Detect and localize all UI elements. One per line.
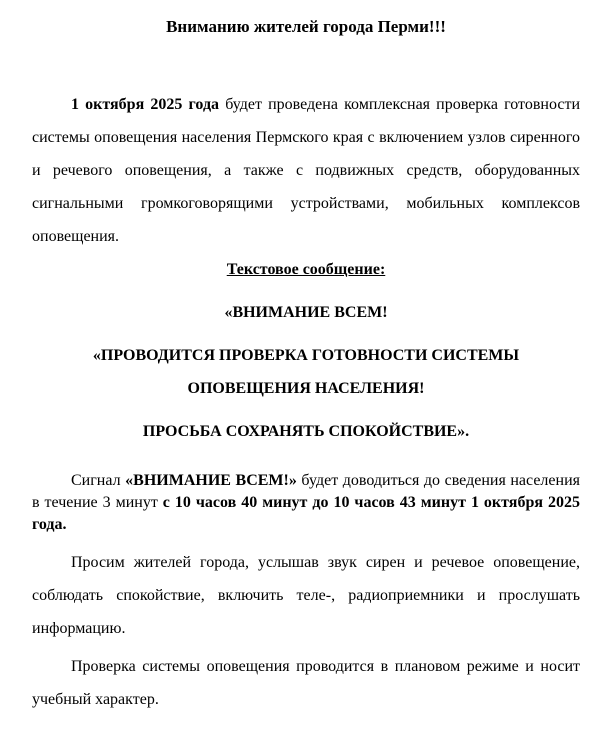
signal-lead: Сигнал bbox=[71, 472, 126, 489]
intro-date-bold: 1 октября 2025 года bbox=[71, 96, 226, 113]
alert-line-test-notice: «ПРОВОДИТСЯ ПРОВЕРКА ГОТОВНОСТИ СИСТЕМЫ ОПОВЕЩЕНИЯ НАСЕЛЕНИЯ! bbox=[92, 347, 520, 397]
alert-line-attention: «ВНИМАНИЕ ВСЕМ! bbox=[224, 304, 388, 321]
alert-line-stay-calm: ПРОСЬБА СОХРАНЯТЬ СПОКОЙСТВИЕ». bbox=[142, 423, 470, 440]
signal-paragraph bbox=[32, 470, 580, 536]
message-heading bbox=[32, 253, 580, 286]
closing-paragraph: Проверка системы оповещения проводится в плановом режиме и носит учебный характер. bbox=[32, 658, 580, 708]
signal-time-bold: с 10 часов 40 минут до 10 часов 43 минут 1 октября 2025 года. bbox=[32, 494, 580, 533]
intro-paragraph bbox=[32, 88, 580, 253]
signal-middle: будет доводиться до сведения населения в течение 3 минут bbox=[32, 472, 581, 511]
signal-name-bold: «ВНИМАНИЕ ВСЕМ!» bbox=[125, 472, 297, 489]
intro-text: будет проведена комплексная проверка готовности системы оповещения населения Пермского края с включением узлов сиренного и речевого оповещения, а также с подвижных средств, оборудованных сигнальными громкоговорящими устройствами, мобильных комплексов оповещения. bbox=[32, 96, 580, 245]
message-heading-text: Текстовое сообщение: bbox=[226, 261, 386, 278]
advice-paragraph: Просим жителей города, услышав звук сирен и речевое оповещение, соблюдать спокойствие, включить теле-, радиоприемники и прослушать информацию. bbox=[32, 554, 580, 637]
document-title: Вниманию жителей города Перми!!! bbox=[166, 17, 446, 36]
